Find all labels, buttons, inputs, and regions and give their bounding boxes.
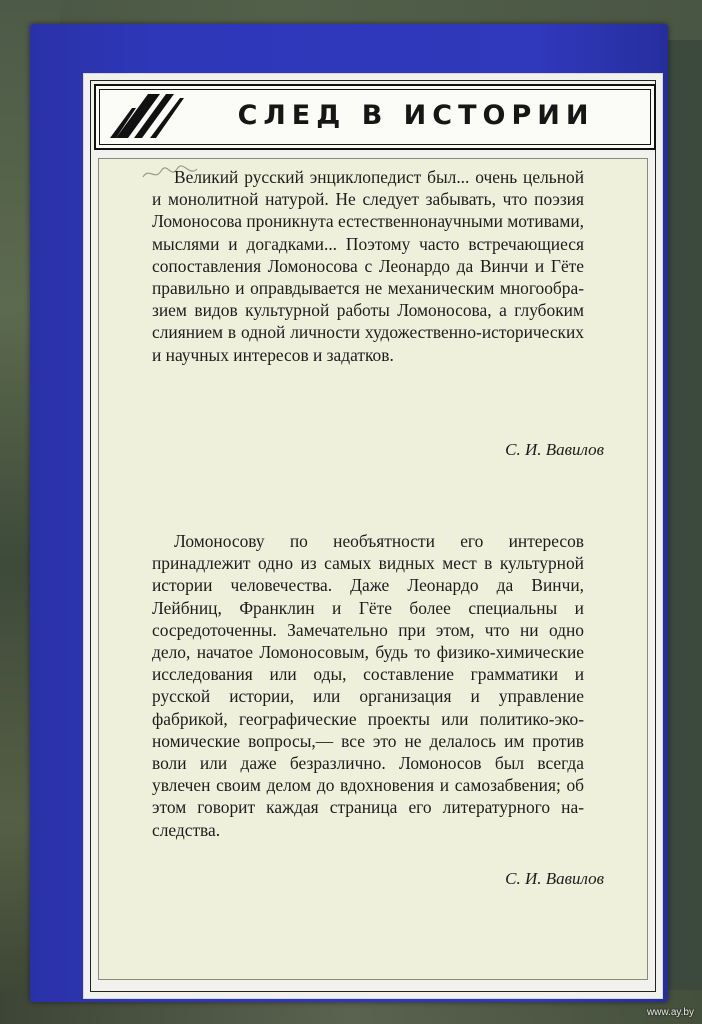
diagonal-stripes-icon (108, 92, 186, 140)
quote-author: С. И. Вавилов (505, 869, 604, 888)
series-title-band (94, 84, 656, 150)
book-back-cover (30, 24, 668, 1002)
quote-author: С. И. Вавилов (505, 440, 604, 459)
quote-text: Великий русский энциклопедист был... очень цельной и монолитной натурой. Не следует забывать, что поэзия Ломоносова проникнута естественнонаучными мотивами, мыслями и догадками... Поэтому часто встречающиеся сопоставления Ломоносова с Леонардо да Винчи и Гёте правильно и оправдывается не механическим многообразием видов культурной работы Ломоносова, а глубоким слиянием в одной личности художественно-исторических и научных интересов и задатков. (152, 167, 585, 365)
cover-frame (83, 73, 663, 999)
quote-text: Ломоносову по необъятности его интересов принадлежит одно из самых видных мест в культурной истории человечества. Даже Леонардо да Винчи, Лейбниц, Франклин и Гёте более специальны и сосредоточенны. Замечательно при этом, что ни одно дело, начатое Ломоносовым, будь то физико-химические исследования или оды, составление грамматики и русской истории, или организация и управление фабрикой, географические проекты или политико-экономические вопросы,— все это не делалось им против воли или даже безразлично. Ломоносов был всегда увлечен своим делом до вдохновения и самозабвения; об этом говорит каждая страница его литературного наследства. (152, 531, 584, 840)
series-title: СЛЕД В ИСТОРИИ (237, 100, 595, 131)
watermark: www.ay.by (646, 1007, 694, 1018)
